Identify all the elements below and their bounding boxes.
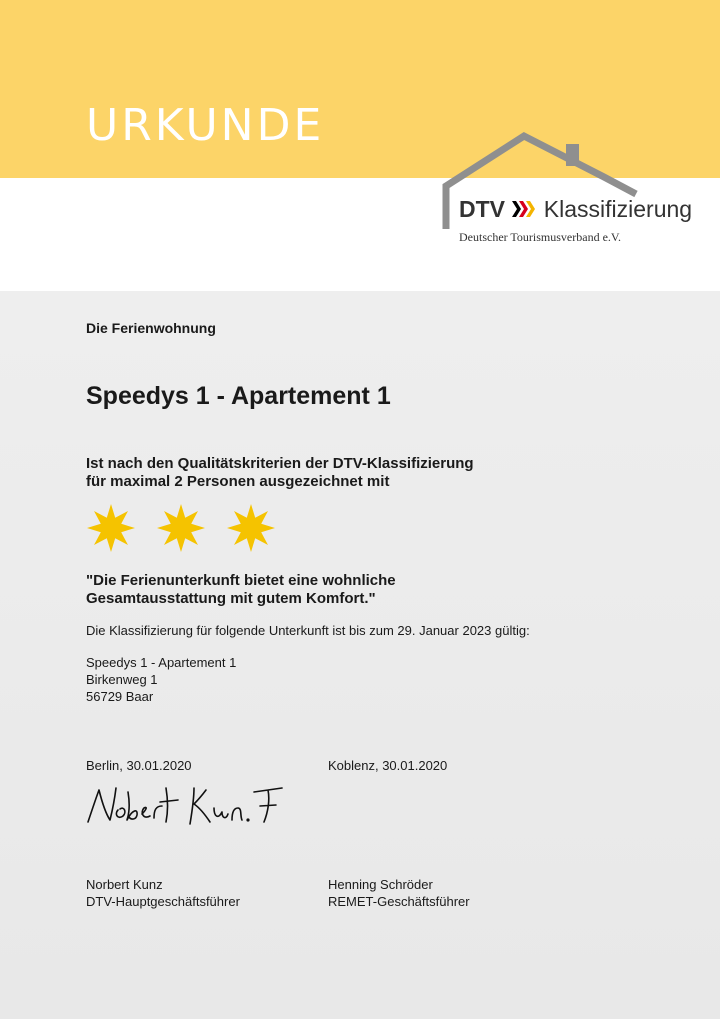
criteria-line-2: für maximal 2 Personen ausgezeichnet mit	[86, 473, 390, 490]
logo-brand: DTV	[459, 196, 505, 222]
address-line: Speedys 1 - Apartement 1	[86, 655, 237, 670]
handwritten-signature	[82, 780, 292, 830]
left-place-date: Berlin, 30.01.2020	[86, 758, 192, 773]
right-signer-role: REMET-Geschäftsführer	[328, 894, 470, 909]
address-line: 56729 Baar	[86, 689, 154, 704]
star-rating	[86, 503, 276, 553]
rating-quote-line-2: Gesamtausstattung mit gutem Komfort."	[86, 590, 376, 607]
logo-arrows-icon	[511, 199, 537, 219]
rating-quote-line-1: "Die Ferienunterkunft bietet eine wohnliche	[86, 572, 396, 589]
property-name: Speedys 1 - Apartement 1	[86, 382, 391, 410]
right-place-date: Koblenz, 30.01.2020	[328, 758, 448, 773]
right-signer-name: Henning Schröder	[328, 877, 433, 892]
left-signer-name: Norbert Kunz	[86, 877, 163, 892]
left-signer-role: DTV-Hauptgeschäftsführer	[86, 894, 240, 909]
logo-name: Klassifizierung	[543, 196, 693, 222]
logo-wordmark	[459, 196, 692, 223]
logo-subtitle: Deutscher Tourismusverband e.V.	[459, 230, 622, 244]
property-type-label: Die Ferienwohnung	[86, 320, 216, 336]
star-icon	[86, 503, 136, 553]
page-title: URKUNDE	[86, 100, 325, 151]
star-icon	[226, 503, 276, 553]
address-line: Birkenweg 1	[86, 672, 158, 687]
star-icon	[156, 503, 206, 553]
validity-text: Die Klassifizierung für folgende Unterkunft ist bis zum 29. Januar 2023 gültig:	[86, 623, 530, 638]
criteria-line-1: Ist nach den Qualitätskriterien der DTV-Klassifizierung	[86, 455, 474, 472]
